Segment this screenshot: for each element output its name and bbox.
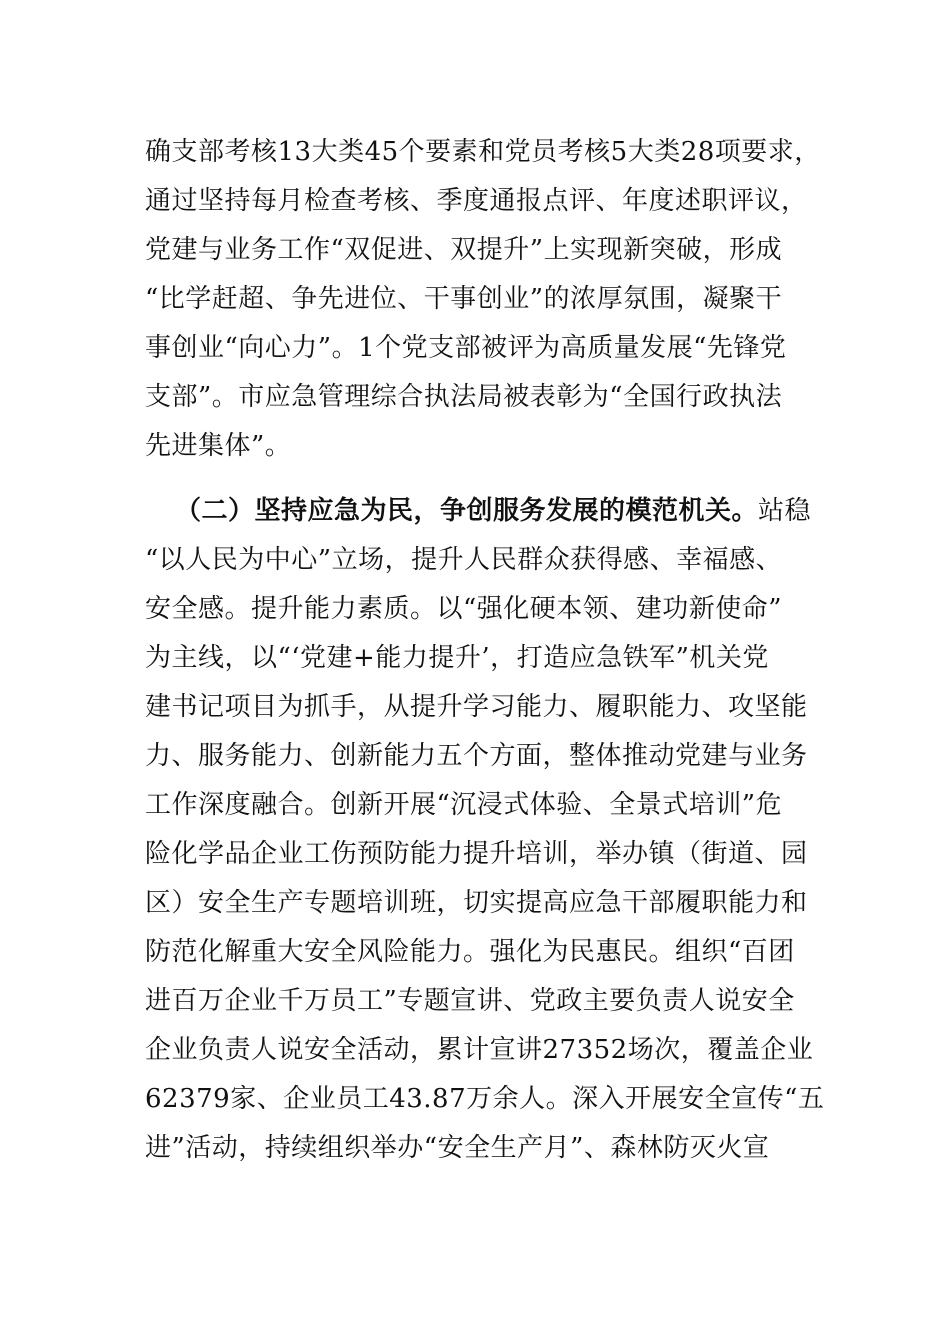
paragraph-1-line-4: “比学赶超、争先进位、干事创业”的浓厚氛围，凝聚干 bbox=[145, 284, 783, 314]
paragraph-2-line-13: 62379家、企业员工43.87万余人。深入开展安全宣传“五 bbox=[145, 1084, 825, 1114]
paragraph-2-first-line-rest: 站稳 bbox=[758, 496, 812, 526]
paragraph-1-line-5: 事创业“向心力”。1个党支部被评为高质量发展“先锋党 bbox=[145, 333, 787, 363]
paragraph-2-first-line bbox=[175, 493, 825, 529]
paragraph-2-line-11: 进百万企业千万员工”专题宣讲、党政主要负责人说安全 bbox=[145, 986, 795, 1016]
paragraph-2-line-10: 防范化解重大安全风险能力。强化为民惠民。组织“百团 bbox=[145, 937, 795, 967]
paragraph-1-line-3: 党建与业务工作“双促进、双提升”上实现新突破，形成 bbox=[145, 235, 783, 265]
paragraph-2-line-14: 进”活动，持续组织举办“安全生产月”、森林防灭火宣 bbox=[145, 1133, 770, 1163]
paragraph-2-line-9: 区）安全生产专题培训班，切实提高应急干部履职能力和 bbox=[145, 888, 808, 918]
paragraph-2-line-12: 企业负责人说安全活动，累计宣讲27352场次，覆盖企业 bbox=[145, 1035, 814, 1065]
paragraph-2-line-8: 险化学品企业工伤预防能力提升培训，举办镇（街道、园 bbox=[145, 839, 808, 869]
section-heading: （二）坚持应急为民，争创服务发展的模范机关。 bbox=[175, 496, 759, 526]
paragraph-2-line-2: “以人民为中心”立场，提升人民群众获得感、幸福感、 bbox=[145, 545, 783, 575]
paragraph-2-line-7: 工作深度融合。创新开展“沉浸式体验、全景式培训”危 bbox=[145, 790, 783, 820]
paragraph-2-line-3: 安全感。提升能力素质。以“强化硬本领、建功新使命” bbox=[145, 594, 783, 624]
paragraph-2-line-5: 建书记项目为抓手，从提升学习能力、履职能力、攻坚能 bbox=[145, 692, 808, 722]
paragraph-1-line-6: 支部”。市应急管理综合执法局被表彰为“全国行政执法 bbox=[145, 382, 783, 412]
paragraph-2-line-6: 力、服务能力、创新能力五个方面，整体推动党建与业务 bbox=[145, 741, 808, 771]
paragraph-2-line-4: 为主线，以“‘党建+能力提升’，打造应急铁军”机关党 bbox=[145, 643, 769, 673]
paragraph-1-line-2: 通过坚持每月检查考核、季度通报点评、年度述职评议， bbox=[145, 186, 808, 216]
paragraph-1-line-7: 先进集体”。 bbox=[145, 431, 292, 461]
paragraph-1-line-1: 确支部考核13大类45个要素和党员考核5大类28项要求， bbox=[145, 137, 821, 167]
